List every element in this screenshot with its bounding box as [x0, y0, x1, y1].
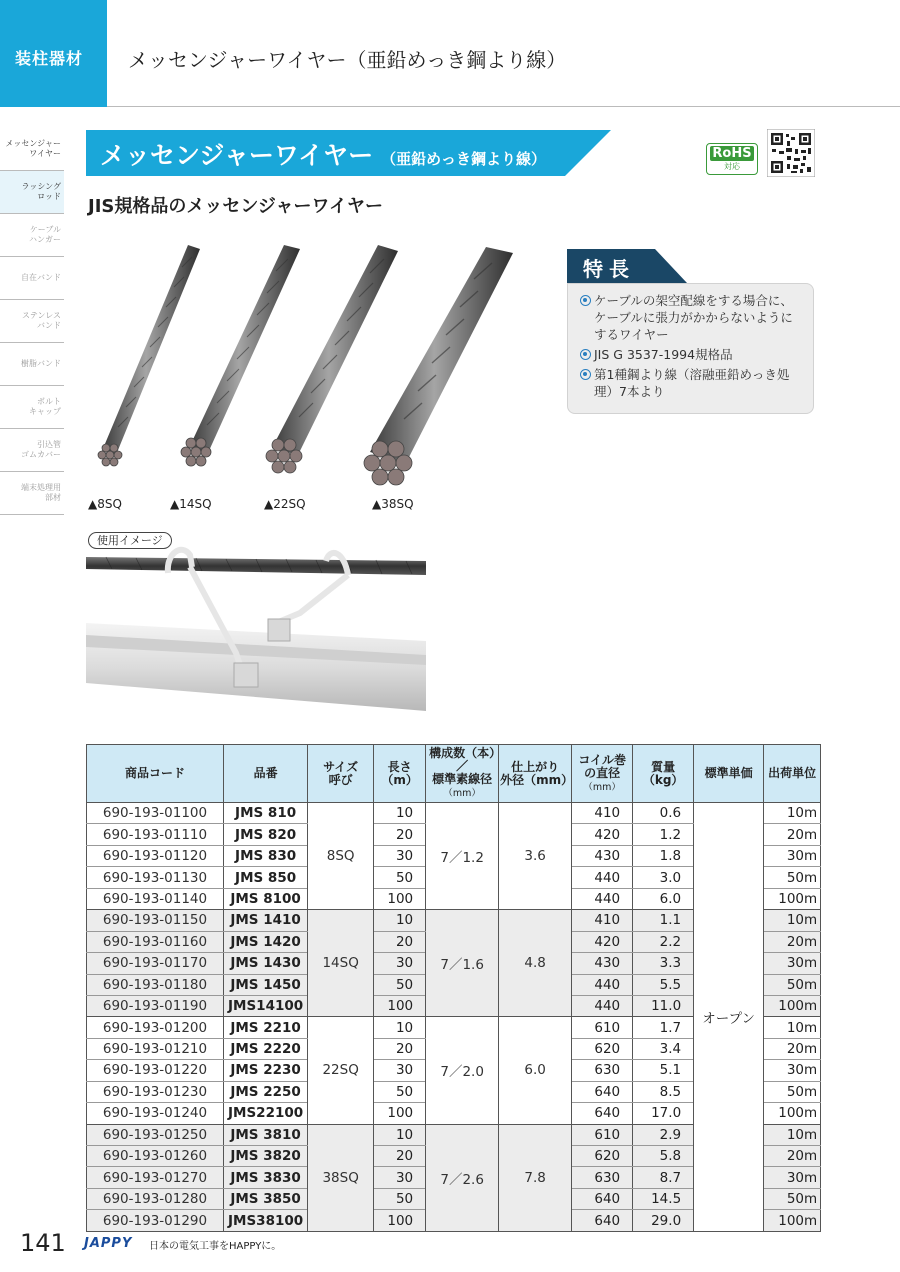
cell-coil: 430 — [572, 953, 633, 974]
cell-length: 50 — [374, 867, 426, 888]
feature-item: 第1種鋼より線（溶融亜鉛めっき処理）7本より — [580, 366, 803, 400]
cell-diameter: 3.6 — [499, 803, 572, 910]
cell-mass: 29.0 — [633, 1210, 694, 1231]
cell-code: 690-193-01150 — [87, 910, 224, 931]
usage-photo — [86, 543, 426, 715]
cell-code: 690-193-01290 — [87, 1210, 224, 1231]
side-nav-item-lashing-rod[interactable]: ラッシング ロッド — [0, 171, 64, 214]
cell-part: JMS 3850 — [224, 1188, 308, 1209]
cell-coil: 440 — [572, 995, 633, 1016]
header-coil-unit: （mm） — [583, 781, 621, 793]
cell-size: 14SQ — [308, 910, 374, 1017]
cell-length: 50 — [374, 1188, 426, 1209]
section-subtitle: JIS規格品のメッセンジャーワイヤー — [88, 196, 384, 217]
cell-part: JMS 820 — [224, 824, 308, 845]
cell-ship: 20m — [764, 824, 821, 845]
cell-mass: 1.8 — [633, 845, 694, 866]
cell-mass: 11.0 — [633, 995, 694, 1016]
rohs-badge — [706, 143, 758, 175]
cell-length: 50 — [374, 1081, 426, 1102]
cell-config: 7／1.6 — [426, 910, 499, 1017]
cell-length: 20 — [374, 1038, 426, 1059]
cell-length: 50 — [374, 974, 426, 995]
cell-code: 690-193-01120 — [87, 845, 224, 866]
cell-mass: 3.3 — [633, 953, 694, 974]
cell-ship: 30m — [764, 1060, 821, 1081]
side-nav-item-free-band[interactable]: 自在バンド — [0, 257, 64, 300]
side-nav-item-messenger-wire[interactable]: メッセンジャー ワイヤー — [0, 128, 64, 171]
qr-code-icon[interactable] — [767, 129, 815, 177]
cell-coil: 420 — [572, 931, 633, 952]
cell-mass: 8.7 — [633, 1167, 694, 1188]
cell-length: 30 — [374, 1060, 426, 1081]
spec-table-body — [87, 803, 821, 1232]
cell-length: 100 — [374, 888, 426, 909]
cell-part: JMS 3810 — [224, 1124, 308, 1145]
cell-part: JMS 8100 — [224, 888, 308, 909]
cell-ship: 50m — [764, 974, 821, 995]
cell-mass: 0.6 — [633, 803, 694, 824]
cell-ship: 100m — [764, 995, 821, 1016]
cell-code: 690-193-01140 — [87, 888, 224, 909]
cell-length: 10 — [374, 803, 426, 824]
cell-ship: 50m — [764, 1188, 821, 1209]
cell-length: 100 — [374, 1210, 426, 1231]
features-header — [567, 249, 687, 283]
cell-ship: 20m — [764, 1038, 821, 1059]
features-box — [567, 283, 814, 414]
cell-price: オープン — [694, 803, 764, 1232]
cell-mass: 1.1 — [633, 910, 694, 931]
page-header-title: メッセンジャーワイヤー（亜鉛めっき鋼より線） — [128, 48, 567, 72]
table-row — [87, 803, 821, 824]
cell-mass: 5.5 — [633, 974, 694, 995]
cell-coil: 640 — [572, 1188, 633, 1209]
cell-size: 22SQ — [308, 1017, 374, 1124]
header-part: 品番 — [224, 745, 308, 803]
cell-coil: 420 — [572, 824, 633, 845]
cell-part: JMS 3830 — [224, 1167, 308, 1188]
product-title-banner — [86, 130, 611, 176]
header-ship: 出荷単位 — [764, 745, 821, 803]
cell-part: JMS14100 — [224, 995, 308, 1016]
side-nav-item-resin-band[interactable]: 樹脂バンド — [0, 343, 64, 386]
cell-part: JMS 810 — [224, 803, 308, 824]
cell-coil: 410 — [572, 803, 633, 824]
cell-mass: 2.2 — [633, 931, 694, 952]
cell-part: JMS 2220 — [224, 1038, 308, 1059]
cell-part: JMS 2210 — [224, 1017, 308, 1038]
cell-length: 30 — [374, 953, 426, 974]
bullet-icon — [580, 349, 591, 360]
rohs-label: RoHS — [710, 146, 754, 161]
brand-logo: JAPPY — [84, 1236, 133, 1251]
cell-ship: 100m — [764, 1210, 821, 1231]
cell-code: 690-193-01240 — [87, 1103, 224, 1124]
cell-ship: 30m — [764, 845, 821, 866]
cell-coil: 620 — [572, 1038, 633, 1059]
cell-mass: 5.1 — [633, 1060, 694, 1081]
cell-part: JMS 1430 — [224, 953, 308, 974]
side-nav-item-cable-hanger[interactable]: ケーブル ハンガー — [0, 214, 64, 257]
cell-coil: 440 — [572, 888, 633, 909]
cell-code: 690-193-01110 — [87, 824, 224, 845]
product-title-sub: （亜鉛めっき鋼より線） — [381, 150, 546, 168]
wire-caption-38sq: ▲38SQ — [372, 497, 414, 511]
cell-coil: 610 — [572, 1017, 633, 1038]
cell-config: 7／2.6 — [426, 1124, 499, 1231]
cell-size: 38SQ — [308, 1124, 374, 1231]
features-title: 特長 — [583, 257, 635, 281]
cell-part: JMS38100 — [224, 1210, 308, 1231]
cell-code: 690-193-01250 — [87, 1124, 224, 1145]
cell-coil: 430 — [572, 845, 633, 866]
cell-part: JMS 850 — [224, 867, 308, 888]
cell-coil: 630 — [572, 1167, 633, 1188]
bullet-icon — [580, 369, 591, 380]
header-price: 標準単価 — [694, 745, 764, 803]
cell-diameter: 4.8 — [499, 910, 572, 1017]
cell-coil: 610 — [572, 1124, 633, 1145]
cell-coil: 440 — [572, 974, 633, 995]
cell-code: 690-193-01210 — [87, 1038, 224, 1059]
header-divider — [107, 106, 900, 107]
cell-code: 690-193-01160 — [87, 931, 224, 952]
cell-mass: 14.5 — [633, 1188, 694, 1209]
product-title: メッセンジャーワイヤー （亜鉛めっき鋼より線） — [100, 141, 546, 170]
header-config: 構成数（本）／ 標準素線径 （mm） — [426, 745, 499, 803]
cell-ship: 10m — [764, 1017, 821, 1038]
cell-config: 7／1.2 — [426, 803, 499, 910]
cell-code: 690-193-01170 — [87, 953, 224, 974]
bullet-icon — [580, 295, 591, 306]
wire-caption-22sq: ▲22SQ — [264, 497, 306, 511]
cell-mass: 2.9 — [633, 1124, 694, 1145]
side-nav-item-stainless-band[interactable]: ステンレス バンド — [0, 300, 64, 343]
cell-code: 690-193-01100 — [87, 803, 224, 824]
cell-part: JMS 830 — [224, 845, 308, 866]
cell-ship: 30m — [764, 1167, 821, 1188]
cell-length: 10 — [374, 910, 426, 931]
cell-length: 100 — [374, 995, 426, 1016]
cell-code: 690-193-01270 — [87, 1167, 224, 1188]
header-diameter: 仕上がり 外径（mm） — [499, 745, 572, 803]
cell-mass: 17.0 — [633, 1103, 694, 1124]
wire-8sq-icon — [98, 245, 200, 466]
cell-config: 7／2.0 — [426, 1017, 499, 1124]
cell-length: 10 — [374, 1017, 426, 1038]
cell-mass: 1.2 — [633, 824, 694, 845]
rohs-sub-label: 対応 — [724, 162, 740, 171]
cell-diameter: 7.8 — [499, 1124, 572, 1231]
page-number: 141 — [20, 1229, 66, 1257]
cell-ship: 10m — [764, 910, 821, 931]
spec-table — [86, 744, 821, 1232]
cell-code: 690-193-01190 — [87, 995, 224, 1016]
header-code: 商品コード — [87, 745, 224, 803]
cell-ship: 50m — [764, 867, 821, 888]
cell-length: 10 — [374, 1124, 426, 1145]
side-nav-item-rubber-cover[interactable]: 引込管 ゴムカバー — [0, 429, 64, 472]
table-header-row — [87, 745, 821, 803]
cell-coil: 640 — [572, 1081, 633, 1102]
cell-coil: 410 — [572, 910, 633, 931]
cell-coil: 620 — [572, 1146, 633, 1167]
cell-part: JMS 2250 — [224, 1081, 308, 1102]
cell-code: 690-193-01200 — [87, 1017, 224, 1038]
cell-code: 690-193-01180 — [87, 974, 224, 995]
header-config-unit: （mm） — [443, 788, 481, 799]
cell-code: 690-193-01280 — [87, 1188, 224, 1209]
usage-image-label: 使用イメージ — [88, 532, 172, 549]
header-mass: 質量 （kg） — [633, 745, 694, 803]
feature-item: ケーブルの架空配線をする場合に、ケーブルに張力がかからないようにするワイヤー — [580, 292, 803, 343]
cell-mass: 1.7 — [633, 1017, 694, 1038]
wire-samples-image — [88, 245, 528, 490]
cell-ship: 30m — [764, 953, 821, 974]
cell-length: 20 — [374, 1146, 426, 1167]
cell-mass: 6.0 — [633, 888, 694, 909]
cell-ship: 20m — [764, 931, 821, 952]
cell-mass: 3.4 — [633, 1038, 694, 1059]
cell-coil: 640 — [572, 1103, 633, 1124]
header-coil: コイル巻 の直径 （mm） — [572, 745, 633, 803]
cell-part: JMS 1420 — [224, 931, 308, 952]
cell-ship: 20m — [764, 1146, 821, 1167]
cell-ship: 10m — [764, 1124, 821, 1145]
cell-length: 100 — [374, 1103, 426, 1124]
header-size: サイズ 呼び — [308, 745, 374, 803]
cell-diameter: 6.0 — [499, 1017, 572, 1124]
cell-length: 20 — [374, 931, 426, 952]
cell-part: JMS 1450 — [224, 974, 308, 995]
wire-caption-14sq: ▲14SQ — [170, 497, 212, 511]
cell-ship: 100m — [764, 888, 821, 909]
brand-tagline: 日本の電気工事をHAPPYに。 — [149, 1241, 282, 1252]
cell-part: JMS 1410 — [224, 910, 308, 931]
cell-coil: 640 — [572, 1210, 633, 1231]
header-length: 長さ （m） — [374, 745, 426, 803]
cell-code: 690-193-01230 — [87, 1081, 224, 1102]
cell-code: 690-193-01130 — [87, 867, 224, 888]
cell-coil: 630 — [572, 1060, 633, 1081]
wire-caption-8sq: ▲8SQ — [88, 497, 122, 511]
cell-length: 30 — [374, 845, 426, 866]
cell-mass: 8.5 — [633, 1081, 694, 1102]
cell-coil: 440 — [572, 867, 633, 888]
cell-ship: 100m — [764, 1103, 821, 1124]
side-nav-item-bolt-cap[interactable]: ボルト キャップ — [0, 386, 64, 429]
category-tab: 装柱器材 — [0, 0, 107, 107]
cell-mass: 5.8 — [633, 1146, 694, 1167]
cell-part: JMS 3820 — [224, 1146, 308, 1167]
cell-length: 20 — [374, 824, 426, 845]
wire-38sq-icon — [364, 247, 513, 485]
feature-item: JIS G 3537-1994規格品 — [580, 346, 803, 363]
cell-code: 690-193-01220 — [87, 1060, 224, 1081]
cell-length: 30 — [374, 1167, 426, 1188]
cell-part: JMS 2230 — [224, 1060, 308, 1081]
cell-ship: 50m — [764, 1081, 821, 1102]
cell-ship: 10m — [764, 803, 821, 824]
side-nav-item-terminal-parts[interactable]: 端末処理用 部材 — [0, 472, 64, 515]
cell-mass: 3.0 — [633, 867, 694, 888]
cell-size: 8SQ — [308, 803, 374, 910]
side-nav — [0, 128, 64, 515]
cell-part: JMS22100 — [224, 1103, 308, 1124]
cell-code: 690-193-01260 — [87, 1146, 224, 1167]
